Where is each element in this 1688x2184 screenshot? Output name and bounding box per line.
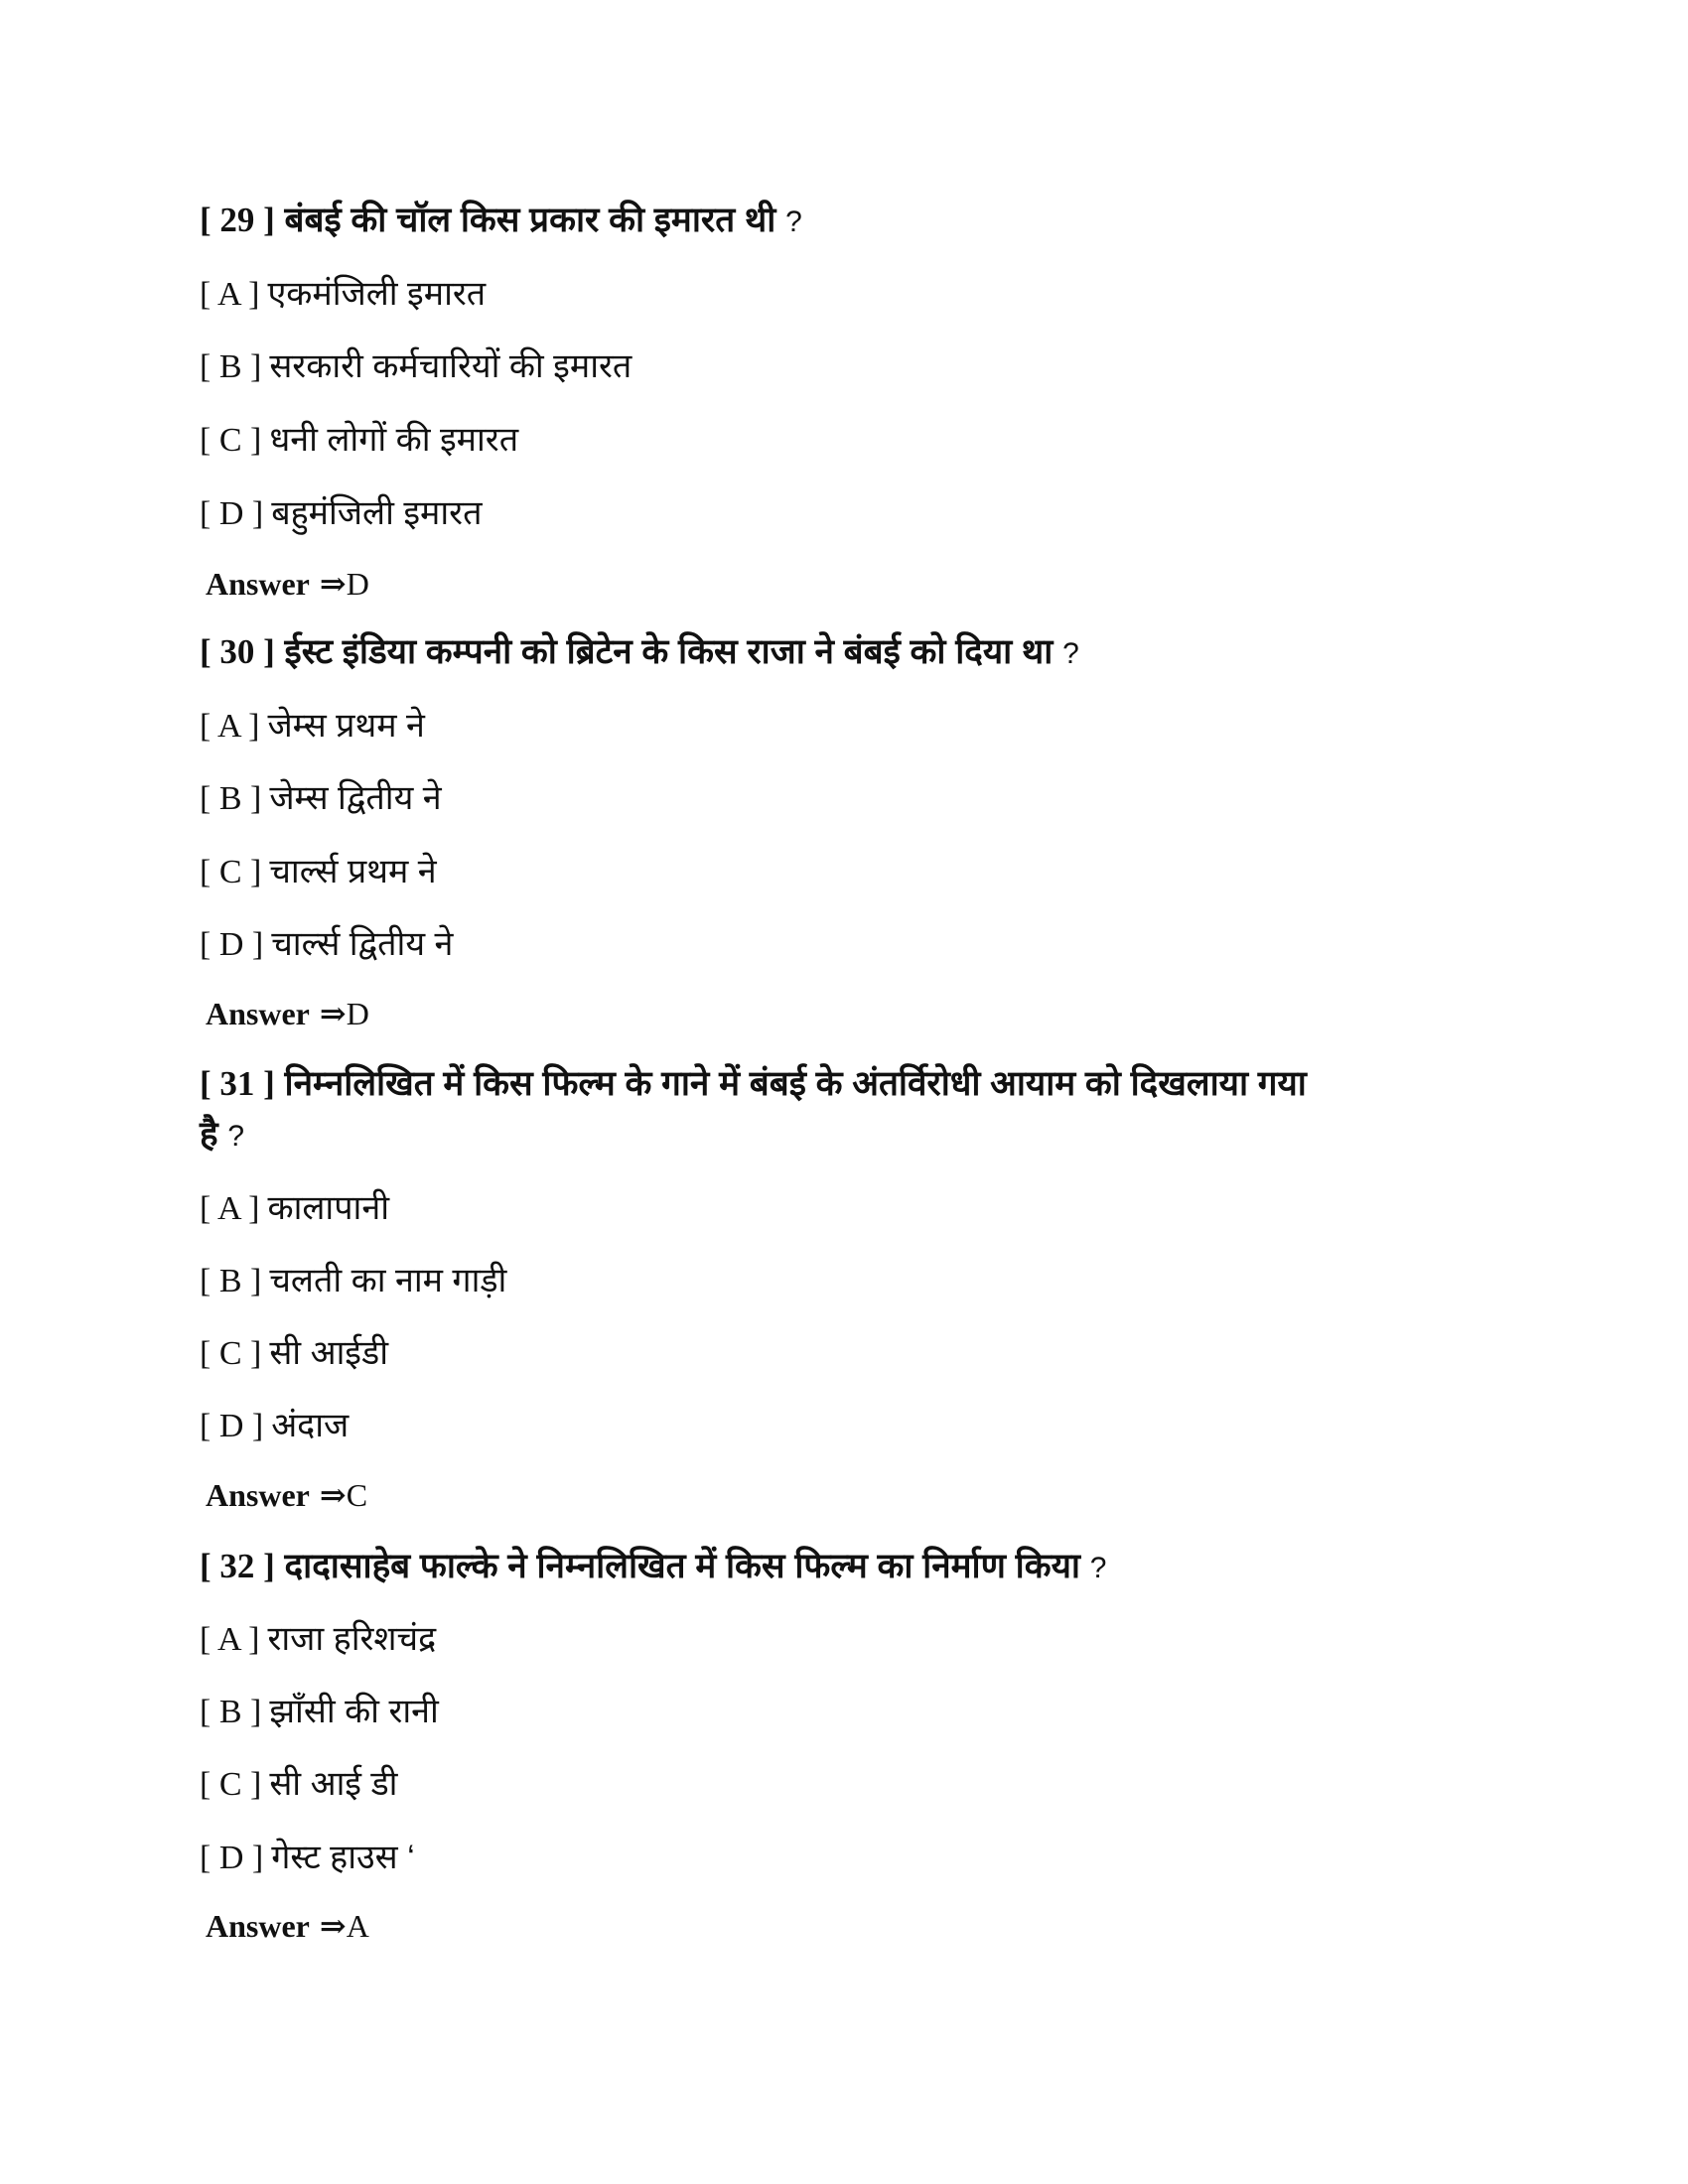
option-b: [200, 776, 442, 820]
answer-31: [206, 1473, 367, 1517]
answer-30: [206, 992, 369, 1035]
question-mark: ?: [785, 205, 802, 238]
option-b: [200, 344, 632, 388]
option-text: बहुमंजिली इमारत: [271, 494, 483, 532]
option-text: सरकारी कर्मचारियों की इमारत: [269, 347, 633, 385]
option-b: [200, 1259, 506, 1302]
option-text: चार्ल्स द्वितीय ने: [271, 925, 454, 963]
option-text: राजा हरिशचंद्र: [267, 1620, 437, 1658]
answer-value: D: [346, 566, 369, 602]
option-text: सी आई डी: [269, 1765, 398, 1803]
option-text: चलती का नाम गाड़ी: [269, 1262, 507, 1299]
arrow-icon: ⇒: [319, 996, 347, 1031]
option-label: [ A ]: [200, 708, 260, 745]
answer-label: Answer: [206, 566, 310, 602]
option-text: जेम्स प्रथम ने: [267, 707, 425, 745]
option-c: [200, 1762, 397, 1806]
option-text: गेस्ट हाउस ‘: [271, 1839, 415, 1876]
option-b: [200, 1690, 439, 1733]
question-number: [ 31 ]: [200, 1064, 275, 1103]
option-d: [200, 1836, 415, 1879]
option-a: [200, 1186, 389, 1230]
option-text: सी आईडी: [269, 1334, 389, 1372]
option-label: [ A ]: [200, 276, 260, 313]
option-d: [200, 491, 482, 535]
option-label: [ B ]: [200, 348, 262, 385]
answer-32: [206, 1904, 369, 1948]
option-label: [ B ]: [200, 1263, 262, 1299]
option-text: धनी लोगों की इमारत: [269, 421, 519, 459]
question-number: [ 32 ]: [200, 1547, 275, 1585]
option-label: [ A ]: [200, 1621, 260, 1658]
option-label: [ D ]: [200, 926, 264, 963]
question-mark: ?: [1089, 1552, 1107, 1584]
arrow-icon: ⇒: [319, 1477, 347, 1513]
answer-value: D: [346, 996, 369, 1031]
answer-label: Answer: [206, 1477, 310, 1513]
question-mark: ?: [227, 1120, 245, 1153]
arrow-icon: ⇒: [319, 566, 347, 602]
question-number: [ 29 ]: [200, 201, 275, 239]
option-text: चार्ल्स प्रथम ने: [269, 853, 437, 890]
question-text: है: [200, 1115, 218, 1154]
option-c: [200, 1331, 388, 1375]
option-d: [200, 1404, 349, 1447]
option-label: [ B ]: [200, 1694, 262, 1730]
question-32: [200, 1545, 1106, 1588]
question-31-line-2: [200, 1113, 244, 1157]
answer-label: Answer: [206, 1908, 310, 1944]
option-label: [ C ]: [200, 1335, 262, 1372]
question-mark: ?: [1062, 637, 1079, 670]
question-29: [200, 199, 802, 242]
question-31: [200, 1062, 1307, 1106]
answer-label: Answer: [206, 996, 310, 1031]
option-label: [ D ]: [200, 1408, 264, 1444]
option-a: [200, 1617, 436, 1661]
option-label: [ D ]: [200, 1840, 264, 1876]
question-30: [200, 630, 1079, 674]
answer-value: A: [346, 1908, 369, 1944]
option-text: जेम्स द्वितीय ने: [269, 779, 442, 817]
answer-value: C: [346, 1477, 368, 1513]
question-text: दादासाहेब फाल्के ने निम्नलिखित में किस फिल्म का निर्माण किया: [284, 1547, 1080, 1585]
option-a: [200, 704, 425, 748]
option-label: [ C ]: [200, 854, 262, 890]
option-text: अंदाज: [271, 1407, 350, 1444]
option-label: [ C ]: [200, 422, 262, 459]
option-label: [ C ]: [200, 1766, 262, 1803]
option-a: [200, 272, 486, 316]
option-c: [200, 418, 518, 462]
arrow-icon: ⇒: [319, 1908, 347, 1944]
option-text: एकमंजिली इमारत: [267, 275, 487, 313]
option-text: कालापानी: [267, 1189, 390, 1227]
option-label: [ B ]: [200, 780, 262, 817]
question-text: बंबई की चॉल किस प्रकार की इमारत थी: [284, 201, 776, 239]
option-label: [ D ]: [200, 495, 264, 532]
question-number: [ 30 ]: [200, 632, 275, 671]
answer-29: [206, 562, 369, 606]
question-text: निम्नलिखित में किस फिल्म के गाने में बंबई के अंतर्विरोधी आयाम को दिखलाया गया: [284, 1064, 1307, 1103]
option-d: [200, 922, 453, 966]
option-c: [200, 850, 437, 893]
option-text: झाँसी की रानी: [269, 1693, 439, 1730]
question-text: ईस्ट इंडिया कम्पनी को ब्रिटेन के किस राजा ने बंबई को दिया था: [284, 632, 1054, 671]
option-label: [ A ]: [200, 1190, 260, 1227]
